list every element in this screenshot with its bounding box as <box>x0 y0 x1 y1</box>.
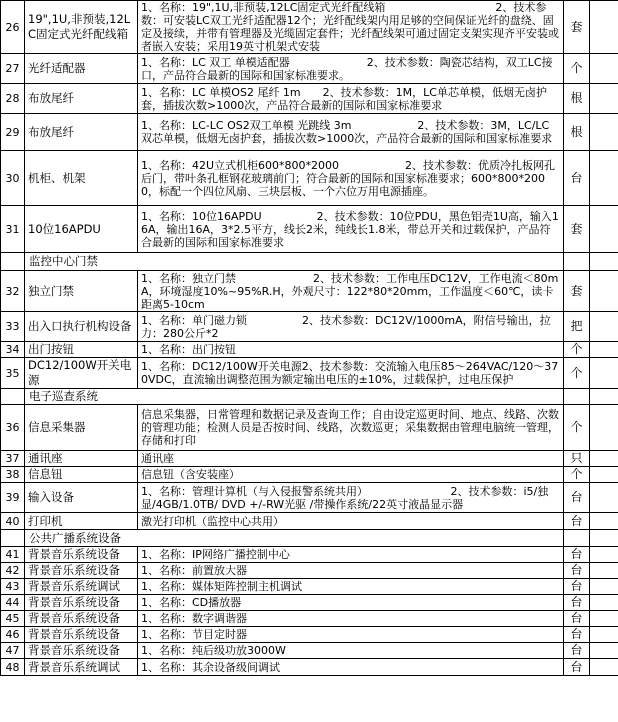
extra-cell <box>590 342 618 358</box>
item-unit: 台 <box>564 579 590 595</box>
row-number: 28 <box>1 84 25 114</box>
item-name: 出门按钮 <box>25 342 138 358</box>
table-row <box>1 1 618 54</box>
table-row <box>1 151 618 206</box>
table-row <box>1 114 618 151</box>
extra-cell <box>590 483 618 513</box>
item-spec: 1、名称：前置放大器 <box>138 563 564 579</box>
item-spec: 1、名称：DC12/100W开关电源2、技术参数：交流输入电压85～264VAC/120～370VDC，直流输出调整范围为额定输出电压的±10%，过载保护，过电压保护 <box>138 358 564 389</box>
item-spec: 1、名称：10位16APDU 2、技术参数：10位PDU，黑色铝壳1U高，输入16A，输出16A，3*2.5平方，线长2米，纯线长1.8米，带总开关和过载保护，产品符合最新的国际和国家标准要求 <box>138 206 564 253</box>
extra-cell <box>590 405 618 451</box>
item-name: 背景音乐系统设备 <box>25 627 138 643</box>
section-header-row <box>1 389 618 405</box>
item-name: 背景音乐系统设备 <box>25 611 138 627</box>
item-name: 背景音乐系统调试 <box>25 579 138 595</box>
extra-cell <box>590 114 618 151</box>
extra-cell <box>590 84 618 114</box>
item-unit: 台 <box>564 595 590 611</box>
item-unit: 个 <box>564 54 590 84</box>
unit-cell <box>564 253 590 271</box>
item-unit: 台 <box>564 513 590 530</box>
item-name: DC12/100W开关电源 <box>25 358 138 389</box>
extra-cell <box>590 595 618 611</box>
extra-cell <box>590 643 618 659</box>
table-row <box>1 271 618 312</box>
row-number: 26 <box>1 1 25 54</box>
item-name: 信息采集器 <box>25 405 138 451</box>
table-row <box>1 547 618 563</box>
item-name: 背景音乐系统设备 <box>25 563 138 579</box>
extra-cell <box>590 151 618 206</box>
extra-cell <box>590 530 618 547</box>
row-number: 39 <box>1 483 25 513</box>
extra-cell <box>590 467 618 483</box>
table-row <box>1 595 618 611</box>
section-label: 监控中心门禁 <box>25 253 564 271</box>
item-spec: 1、名称：单门磁力锁 2、技术参数：DC12V/1000mA，附信号输出，拉力：280公斤*2 <box>138 312 564 342</box>
item-spec: 1、名称：媒体矩阵控制主机调试 <box>138 579 564 595</box>
item-spec: 1、名称：管理计算机（与入侵报警系统共用） 2、技术参数：i5/独显/4GB/1.0TB/ DVD +/-RW光驱 /带操作系统/22英寸液晶显示器 <box>138 483 564 513</box>
table-row <box>1 84 618 114</box>
extra-cell <box>590 358 618 389</box>
section-header-row <box>1 530 618 547</box>
extra-cell <box>590 547 618 563</box>
item-spec: 激光打印机（监控中心共用） <box>138 513 564 530</box>
item-unit: 个 <box>564 405 590 451</box>
item-spec: 1、名称：纯后级功放3000W <box>138 643 564 659</box>
extra-cell <box>590 253 618 271</box>
section-label: 公共广播系统设备 <box>25 530 564 547</box>
item-unit: 台 <box>564 643 590 659</box>
item-spec: 1、名称：LC-LC OS2双工单模 光跳线 3m 2、技术参数：3M，LC/LC双芯单模，低烟无卤护套，插拔次数>1000次，产品符合最新的国际和国家标准要求 <box>138 114 564 151</box>
item-unit: 套 <box>564 206 590 253</box>
item-name: 背景音乐系统设备 <box>25 595 138 611</box>
unit-cell <box>564 389 590 405</box>
extra-cell <box>590 513 618 530</box>
item-spec: 1、名称：LC 单模OS2 尾纤 1m 2、技术参数：1M，LC单芯单模，低烟无卤护套，插拔次数>1000次，产品符合最新的国际和国家标准要求 <box>138 84 564 114</box>
table-row <box>1 483 618 513</box>
item-unit: 个 <box>564 358 590 389</box>
item-unit: 把 <box>564 312 590 342</box>
item-unit: 根 <box>564 84 590 114</box>
row-number <box>1 253 25 271</box>
item-unit: 台 <box>564 151 590 206</box>
extra-cell <box>590 271 618 312</box>
row-number: 43 <box>1 579 25 595</box>
item-name: 打印机 <box>25 513 138 530</box>
extra-cell <box>590 579 618 595</box>
table-row <box>1 358 618 389</box>
item-name: 通讯座 <box>25 451 138 467</box>
item-name: 背景音乐系统调试 <box>25 659 138 676</box>
item-unit: 只 <box>564 451 590 467</box>
row-number: 44 <box>1 595 25 611</box>
item-name: 信息钮 <box>25 467 138 483</box>
item-spec: 1、名称：出门按钮 <box>138 342 564 358</box>
row-number: 47 <box>1 643 25 659</box>
extra-cell <box>590 611 618 627</box>
table-row <box>1 312 618 342</box>
extra-cell <box>590 389 618 405</box>
table-row <box>1 643 618 659</box>
item-spec: 信息采集器，日常管理和数据记录及查询工作；自由设定巡更时间、地点、线路、次数的管理功能；检测人员是否按时间、线路，次数巡更；采集数据由管理电脑统一管理，存储和打印 <box>138 405 564 451</box>
item-spec: 1、名称：独立门禁 2、技术参数：工作电压DC12V，工作电流＜80mA，环境湿度10%~95%R.H，外观尺寸：122*80*20mm，工作温度＜60℃，读卡距离5-10cm <box>138 271 564 312</box>
item-name: 输入设备 <box>25 483 138 513</box>
table-row <box>1 467 618 483</box>
row-number: 37 <box>1 451 25 467</box>
item-spec: 1、名称：42U立式机柜600*800*2000 2、技术参数：优质冷扎板网孔后门，带叶条孔框钢花玻璃前门；符合最新的国际和国家标准要求；600*800*2000，标配一个四位风扇、三块层板、一个六位万用电源插座。 <box>138 151 564 206</box>
item-unit: 套 <box>564 271 590 312</box>
item-spec: 1、名称：数字调谐器 <box>138 611 564 627</box>
row-number: 27 <box>1 54 25 84</box>
row-number: 31 <box>1 206 25 253</box>
table-row <box>1 206 618 253</box>
item-name: 19",1U,非预装,12LC固定式光纤配线箱 <box>25 1 138 54</box>
row-number: 30 <box>1 151 25 206</box>
row-number: 38 <box>1 467 25 483</box>
row-number: 45 <box>1 611 25 627</box>
item-name: 光纤适配器 <box>25 54 138 84</box>
item-name: 出入口执行机构设备 <box>25 312 138 342</box>
item-spec: 1、名称：CD播放器 <box>138 595 564 611</box>
extra-cell <box>590 54 618 84</box>
item-unit: 套 <box>564 1 590 54</box>
table-row <box>1 611 618 627</box>
item-unit: 台 <box>564 659 590 676</box>
table-row <box>1 513 618 530</box>
item-name: 背景音乐系统设备 <box>25 643 138 659</box>
item-unit: 台 <box>564 627 590 643</box>
table-body <box>1 1 618 676</box>
section-label: 电子巡查系统 <box>25 389 564 405</box>
item-spec: 1、名称：IP网络广播控制中心 <box>138 547 564 563</box>
row-number: 34 <box>1 342 25 358</box>
extra-cell <box>590 563 618 579</box>
table-row <box>1 579 618 595</box>
table-row <box>1 451 618 467</box>
extra-cell <box>590 312 618 342</box>
row-number: 32 <box>1 271 25 312</box>
extra-cell <box>590 206 618 253</box>
item-unit: 台 <box>564 563 590 579</box>
item-unit: 台 <box>564 483 590 513</box>
section-header-row <box>1 253 618 271</box>
table-row <box>1 54 618 84</box>
table-row <box>1 342 618 358</box>
item-name: 独立门禁 <box>25 271 138 312</box>
row-number: 41 <box>1 547 25 563</box>
item-spec: 信息钮（含安装座） <box>138 467 564 483</box>
extra-cell <box>590 451 618 467</box>
item-spec: 通讯座 <box>138 451 564 467</box>
row-number: 35 <box>1 358 25 389</box>
item-name: 背景音乐系统设备 <box>25 547 138 563</box>
item-unit: 根 <box>564 114 590 151</box>
table-row <box>1 627 618 643</box>
item-name: 布放尾纤 <box>25 84 138 114</box>
item-spec: 1、名称：节目定时器 <box>138 627 564 643</box>
row-number: 48 <box>1 659 25 676</box>
row-number: 36 <box>1 405 25 451</box>
extra-cell <box>590 627 618 643</box>
item-unit: 个 <box>564 342 590 358</box>
row-number: 33 <box>1 312 25 342</box>
item-unit: 个 <box>564 467 590 483</box>
item-name: 机柜、机架 <box>25 151 138 206</box>
row-number: 40 <box>1 513 25 530</box>
item-spec: 1、名称：LC 双工 单模适配器 2、技术参数：陶瓷芯结构，双工LC接口，产品符合最新的国际和国家标准要求。 <box>138 54 564 84</box>
table-row <box>1 563 618 579</box>
row-number: 42 <box>1 563 25 579</box>
item-unit: 台 <box>564 611 590 627</box>
table-row <box>1 405 618 451</box>
row-number: 46 <box>1 627 25 643</box>
row-number <box>1 530 25 547</box>
item-name: 布放尾纤 <box>25 114 138 151</box>
item-name: 10位16APDU <box>25 206 138 253</box>
unit-cell <box>564 530 590 547</box>
extra-cell <box>590 659 618 676</box>
row-number <box>1 389 25 405</box>
extra-cell <box>590 1 618 54</box>
item-spec: 1、名称：19",1U,非预装,12LC固定式光纤配线箱 2、技术参数：可安装LC双工光纤适配器12个；光纤配线架内用足够的空间保证光纤的盘绕、固定及接续，并带有管理器及光缆固定套件；光纤配线架可通过固定支架实现齐平安装或者嵌入安装；采用19英寸机架式安装 <box>138 1 564 54</box>
table-row <box>1 659 618 676</box>
row-number: 29 <box>1 114 25 151</box>
item-spec: 1、名称：其余设备级间调试 <box>138 659 564 676</box>
item-unit: 台 <box>564 547 590 563</box>
